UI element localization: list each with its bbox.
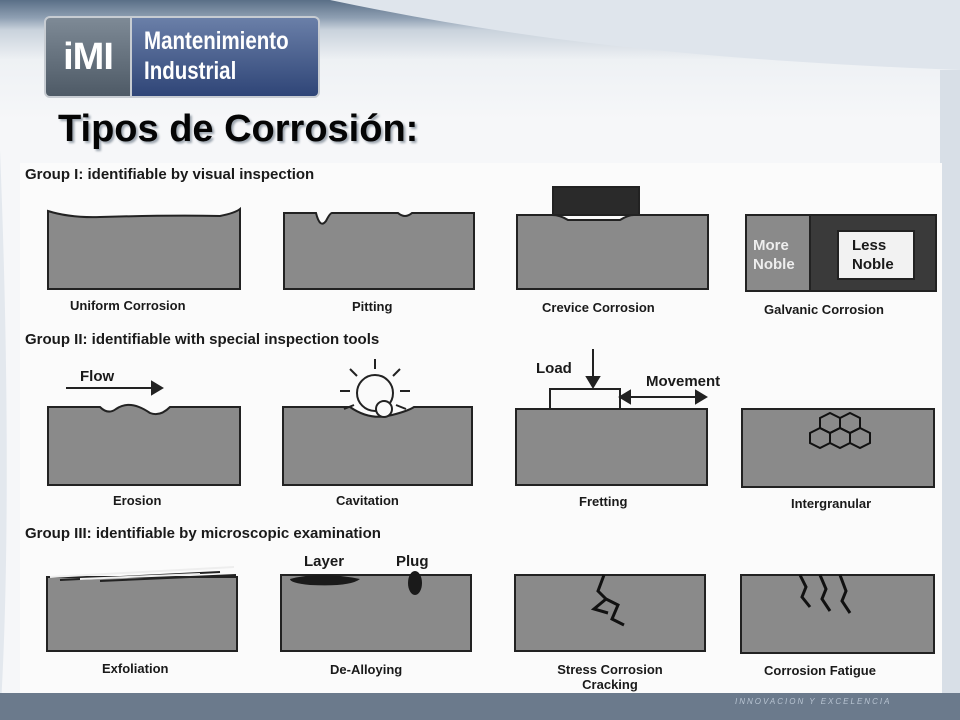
group-1-heading: Group I: identifiable by visual inspection [25,166,315,183]
label-corrosion-fatigue: Corrosion Fatigue [764,663,876,678]
label-stress-corrosion-line1: Stress Corrosion [557,662,663,677]
corrosion-fatigue-block [741,575,934,653]
company-logo [44,16,320,98]
footer-tagline: INNOVACION Y EXCELENCIA [735,697,892,706]
page-title: Tipos de Corrosión: [58,108,419,150]
logo-line-1: Mantenimiento [144,27,289,55]
tag-flow: Flow [80,368,115,385]
tag-movement: Movement [646,373,721,390]
label-intergranular: Intergranular [791,496,872,511]
pitting-block [284,213,474,289]
dealloy-plug [408,571,422,595]
label-erosion: Erosion [113,493,162,508]
fretting-block [516,409,707,485]
label-de-alloying: De-Alloying [330,662,403,677]
tag-noble-2: Noble [852,256,894,273]
label-cavitation: Cavitation [336,493,399,508]
erosion-block [48,405,240,485]
tag-load: Load [536,360,572,377]
tag-layer: Layer [304,553,345,570]
label-crevice-corrosion: Crevice Corrosion [542,300,655,315]
corrosion-diagrams [20,163,942,693]
label-exfoliation: Exfoliation [102,661,169,676]
label-uniform-corrosion: Uniform Corrosion [70,298,186,313]
stress-corrosion-block [515,575,705,651]
de-alloying-block [281,575,471,651]
crevice-corrosion-block [517,215,708,289]
tag-plug: Plug [396,553,429,570]
tag-noble-1: Noble [753,256,795,273]
cavitation-block [283,407,472,485]
label-galvanic-corrosion: Galvanic Corrosion [764,302,884,317]
tag-more: More [753,237,789,254]
exfoliation-block [47,577,237,651]
label-stress-corrosion [542,662,678,692]
tag-less: Less [852,237,887,254]
corrosion-types-figure [20,163,942,693]
logo-wordmark [132,16,320,98]
group-3-heading: Group III: identifiable by microscopic examination [25,525,381,542]
galvanic-more-label [753,236,795,274]
logo-line-2: Industrial [144,57,237,85]
logo-mark: iMI [44,16,132,98]
uniform-corrosion-block [48,209,240,289]
label-stress-corrosion-line2: Cracking [582,677,638,692]
crevice-cover [553,187,639,215]
label-fretting: Fretting [579,494,628,509]
label-pitting: Pitting [352,299,393,314]
group-2-heading: Group II: identifiable with special inspection tools [25,331,380,348]
fretting-pad [550,389,620,409]
galvanic-less-label [852,236,894,274]
